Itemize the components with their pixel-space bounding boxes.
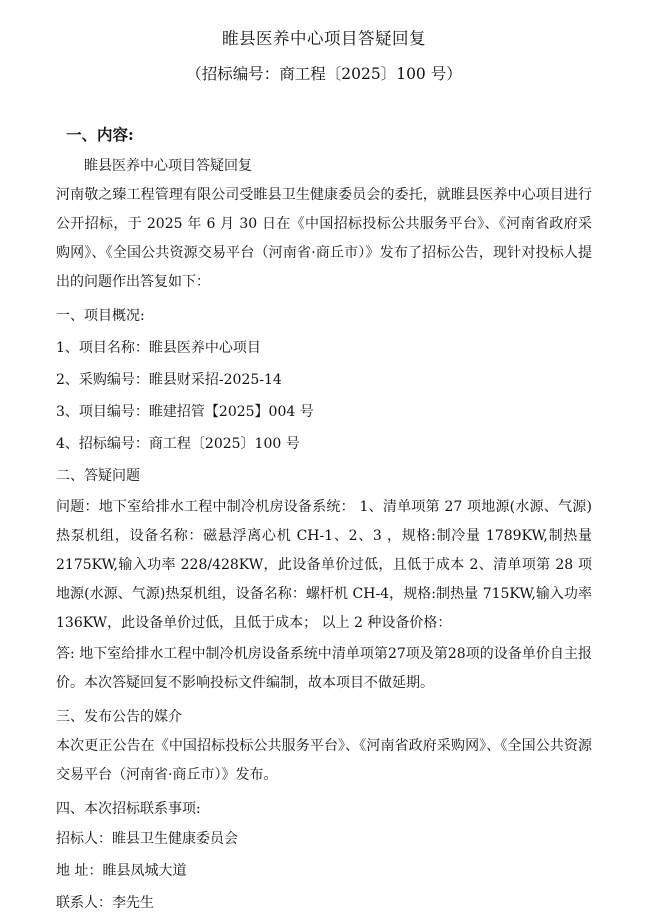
document-title: 睢县医养中心项目答疑回复 [222, 29, 426, 48]
contact-person: 联系人：李先生 [56, 895, 154, 911]
qa-heading: 二、答疑问题 [56, 468, 140, 484]
document-subtitle: （招标编号：商工程〔2025〕100 号） [186, 65, 462, 83]
overview-item-procurement-no: 2、采购编号：睢县财采招-2025-14 [56, 372, 282, 388]
section-content-heading: 一、内容: [66, 125, 134, 144]
overview-item-tender-no: 4、招标编号：商工程〔2025〕100 号 [56, 436, 300, 452]
contact-address: 地 址：睢县凤城大道 [56, 863, 187, 879]
intro-paragraph: 河南敬之臻工程管理有限公司受睢县卫生健康委员会的委托，就睢县医养中心项目进行公开招标，于 2025 年 6 月 30 日在《中国招标投标公共服务平台》、《河南省政府采购网》、《全国公共资源交易平台（河南省·商丘市）》发布了招标公告，现针对投标人提出的问题作出答复如下： [56, 187, 592, 290]
intro-title: 睢县医养中心项目答疑回复 [84, 158, 252, 174]
overview-heading: 一、项目概况: [56, 308, 145, 324]
contact-tenderer: 招标人：睢县卫生健康委员会 [56, 831, 238, 847]
answer-paragraph: 答: 地下室给排水工程中制冷机房设备系统中清单项第27项及第28项的设备单价自主报价。本次答疑回复不影响投标文件编制，故本项目不做延期。 [56, 646, 592, 691]
media-heading: 三、发布公告的媒介 [56, 709, 182, 725]
contact-heading: 四、本次招标联系事项: [56, 801, 201, 817]
question-paragraph: 问题：地下室给排水工程中制冷机房设备系统： 1、清单项第 27 项地源(水源、气源)热泵机组，设备名称：磁悬浮离心机 CH-1、2、3 ，规格:制冷量 1789KW,制热量 2175KW,输入功率 228/428KW，此设备单价过低，且低于成本 2、清单项第 28 项地源(水源、气源)热泵机组，设备名称：螺杆机 CH-4，规格:制热量 715KW,输入功率 136KW，此设备单价过低，且低于成本； 以上 2 种设备价格： [56, 499, 592, 631]
overview-item-project-no: 3、项目编号：睢建招管【2025】004 号 [56, 404, 314, 420]
overview-item-name: 1、项目名称：睢县医养中心项目 [56, 340, 261, 356]
media-paragraph: 本次更正公告在《中国招标投标公共服务平台》、《河南省政府采购网》、《全国公共资源交易平台（河南省·商丘市）》发布。 [56, 738, 592, 783]
